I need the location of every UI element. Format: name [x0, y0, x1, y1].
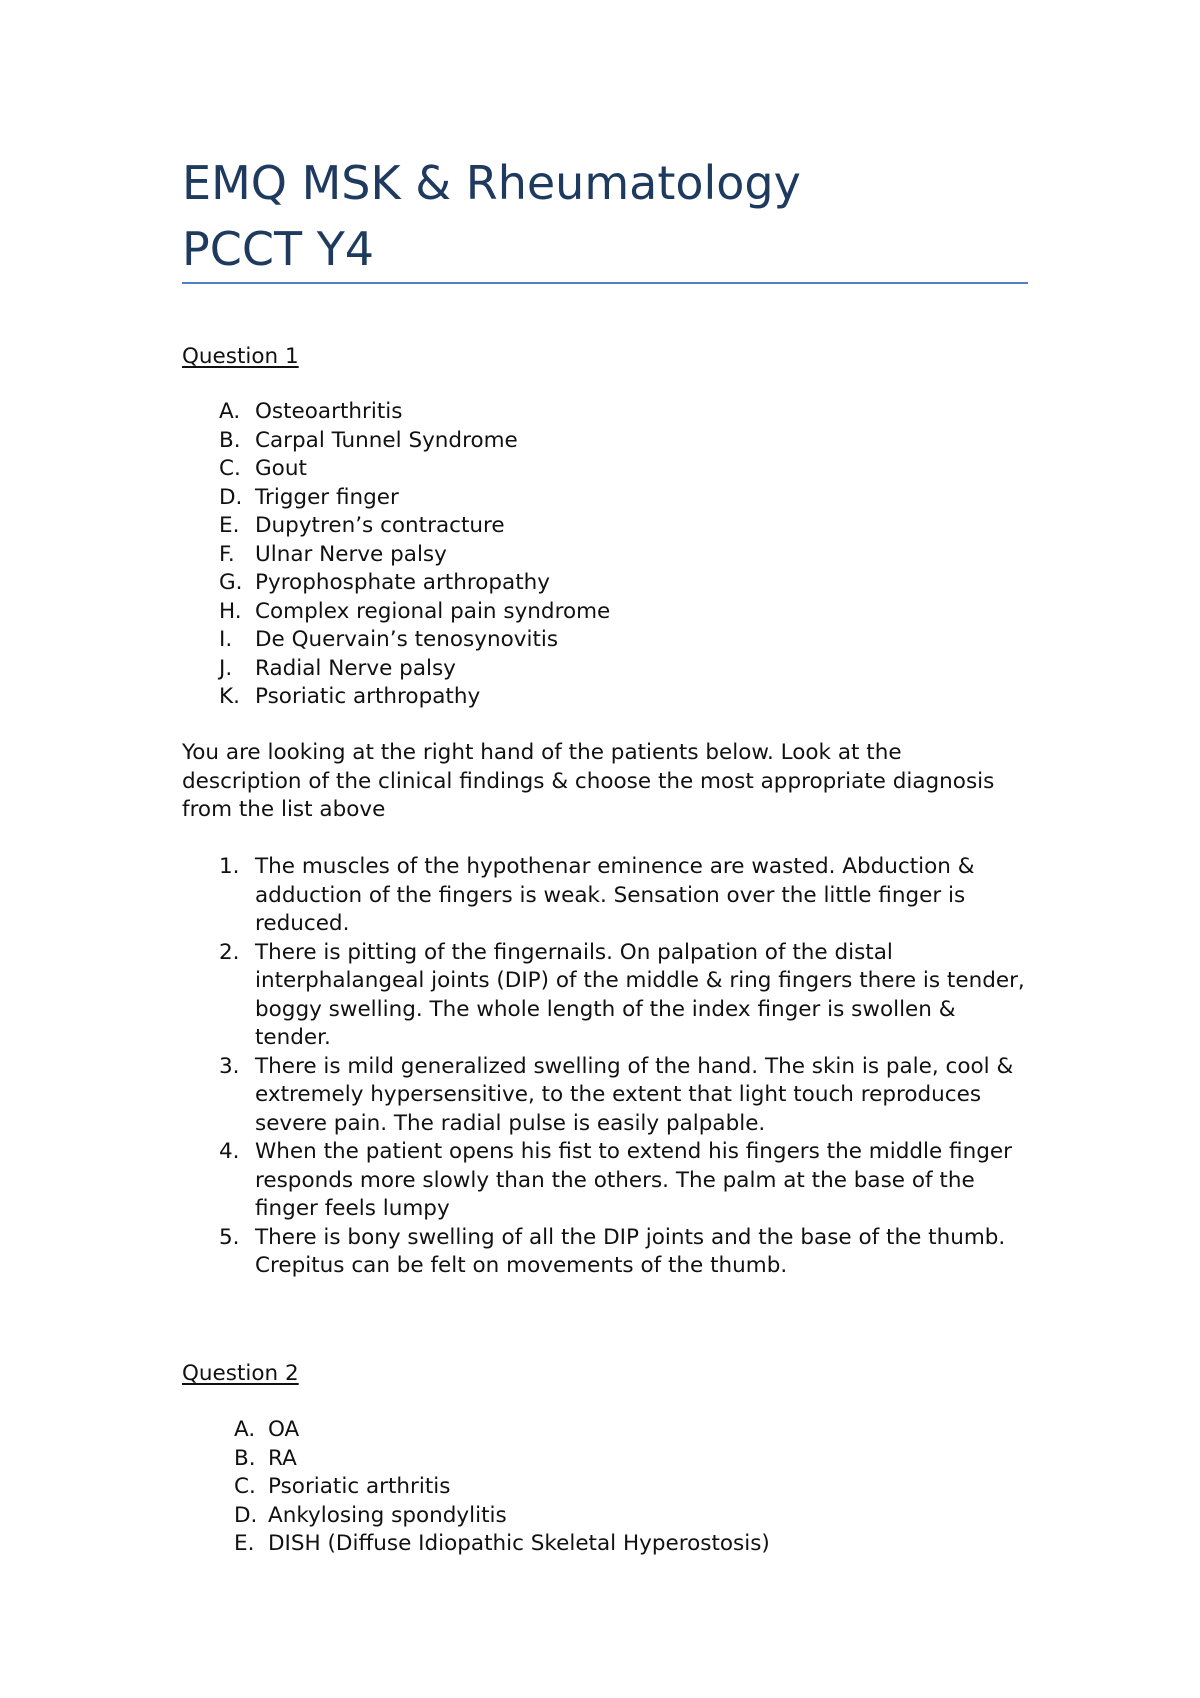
option-letter: B.	[234, 1445, 256, 1471]
option-item	[219, 626, 610, 655]
option-item	[219, 484, 610, 513]
option-item	[234, 1473, 770, 1502]
stem-item	[219, 1224, 1035, 1281]
option-item	[234, 1445, 770, 1474]
instruction-text: You are looking at the right hand of the patients below. Look at the description of the clinical findings & choose the most appropriate diagnosis from the list above	[182, 740, 995, 822]
option-text: Osteoarthritis	[255, 399, 403, 424]
option-letter: B.	[219, 427, 241, 453]
option-item	[234, 1416, 770, 1445]
option-letter: C.	[219, 456, 241, 481]
stem-text: When the patient opens his fist to extend his fingers the middle finger responds more slowly than the others. The palm at the base of the finger feels lumpy	[255, 1139, 1012, 1221]
option-letter: D.	[219, 484, 243, 510]
question-1-stems	[219, 853, 1035, 1281]
option-letter: E.	[219, 513, 240, 538]
option-item	[219, 398, 610, 427]
option-letter: H.	[219, 598, 242, 624]
option-item	[219, 541, 610, 570]
title-line-1: EMQ MSK & Rheumatology	[182, 156, 801, 210]
stem-text: There is mild generalized swelling of the hand. The skin is pale, cool & extremely hypersensitive, to the extent that light touch reproduces severe pain. The radial pulse is easily palpable.	[255, 1053, 1014, 1136]
stem-item	[219, 1138, 1035, 1224]
stem-text: There is bony swelling of all the DIP joints and the base of the thumb. Crepitus can be felt on movements of the thumb.	[255, 1224, 1006, 1278]
question-1-instruction	[182, 739, 1022, 825]
option-text: RA	[268, 1445, 297, 1471]
option-text: Complex regional pain syndrome	[255, 598, 611, 624]
option-letter: C.	[234, 1474, 256, 1499]
title-divider	[182, 282, 1028, 284]
option-item	[219, 427, 610, 456]
stem-number: 5.	[219, 1224, 240, 1250]
option-text: Carpal Tunnel Syndrome	[255, 427, 518, 453]
option-text: De Quervain’s tenosynovitis	[255, 627, 559, 652]
option-letter: F.	[219, 541, 235, 567]
stem-text: The muscles of the hypothenar eminence are wasted. Abduction & adduction of the fingers is weak. Sensation over the little finger is reduced.	[255, 854, 975, 936]
option-letter: G.	[219, 570, 243, 595]
option-text: Ankylosing spondylitis	[268, 1502, 507, 1528]
option-text: Ulnar Nerve palsy	[255, 541, 447, 567]
stem-item	[219, 1053, 1035, 1139]
question-2-heading: Question 2	[182, 1361, 299, 1386]
option-text: Pyrophosphate arthropathy	[255, 570, 550, 595]
option-item	[219, 598, 610, 627]
document-title	[182, 150, 1028, 282]
stem-text: There is pitting of the fingernails. On palpation of the distal interphalangeal joints (DIP) of the middle & ring fingers there is tender, boggy swelling. The whole length of the index finger is swollen & tender.	[255, 939, 1025, 1050]
option-letter: E.	[234, 1531, 255, 1556]
option-text: DISH (Diffuse Idiopathic Skeletal Hyperostosis)	[268, 1531, 770, 1556]
option-text: Psoriatic arthritis	[268, 1474, 451, 1499]
stem-item	[219, 939, 1035, 1053]
option-letter: I.	[219, 627, 233, 652]
question-2-options	[234, 1416, 770, 1559]
option-item	[219, 512, 610, 541]
option-text: Dupytren’s contracture	[255, 513, 505, 538]
option-text: Radial Nerve palsy	[255, 655, 456, 681]
question-1-options	[219, 398, 610, 712]
option-letter: A.	[234, 1417, 256, 1442]
option-letter: A.	[219, 399, 241, 424]
question-1-heading: Question 1	[182, 344, 299, 369]
option-letter: D.	[234, 1502, 258, 1528]
stem-number: 3.	[219, 1053, 240, 1079]
option-letter: J.	[219, 655, 233, 681]
option-item	[219, 455, 610, 484]
stem-number: 1.	[219, 854, 240, 879]
option-item	[219, 683, 610, 712]
option-item	[234, 1502, 770, 1531]
option-item	[219, 569, 610, 598]
title-line-2: PCCT Y4	[182, 222, 375, 276]
option-text: Gout	[255, 456, 307, 481]
stem-number: 4.	[219, 1139, 240, 1164]
option-letter: K.	[219, 684, 240, 709]
option-item	[219, 655, 610, 684]
option-text: Psoriatic arthropathy	[255, 684, 481, 709]
stem-number: 2.	[219, 939, 240, 965]
option-item	[234, 1530, 770, 1559]
option-text: OA	[268, 1417, 300, 1442]
option-text: Trigger finger	[255, 484, 399, 510]
stem-item	[219, 853, 1035, 939]
